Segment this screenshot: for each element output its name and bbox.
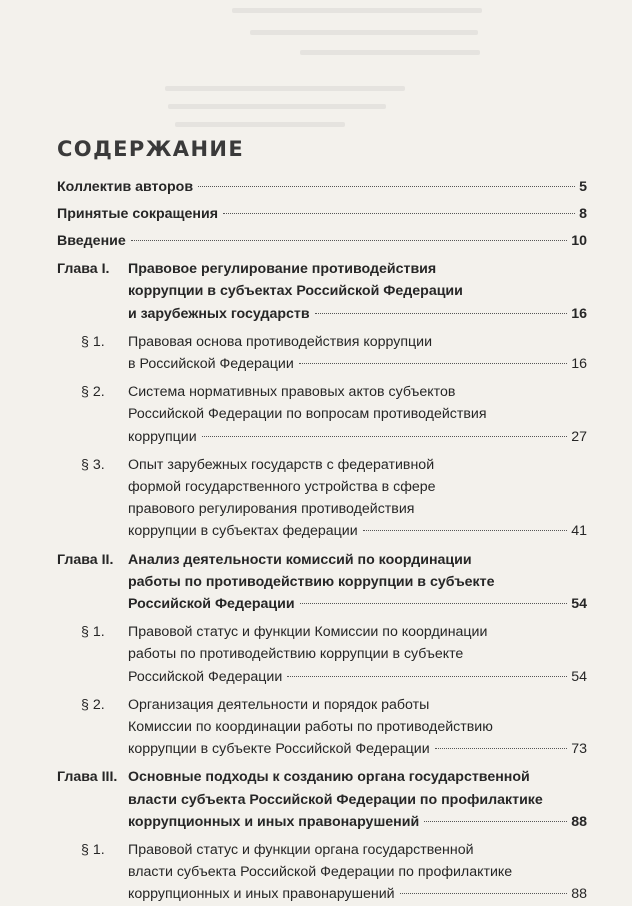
- section-title-line: правового регулирования противодействия: [128, 501, 415, 518]
- bleed-through-text: [0, 0, 632, 140]
- toc-section-1-3[interactable]: [81, 454, 587, 543]
- toc-page-number: 5: [579, 179, 587, 195]
- toc-page-number: 54: [571, 668, 587, 685]
- chapter-title-line: Правовое регулирование противодействия: [128, 261, 437, 278]
- toc-chapter-1[interactable]: [57, 258, 587, 325]
- section-title-line: коррупции: [128, 428, 197, 445]
- toc-page-number: 88: [571, 813, 587, 830]
- section-title-line: коррупционных и иных правонарушений: [128, 886, 395, 903]
- toc-section-2-1[interactable]: [81, 621, 587, 688]
- table-of-contents: [57, 176, 587, 906]
- section-label: § 3.: [81, 456, 105, 473]
- section-title-line: коррупции в субъекте Российской Федерации: [128, 741, 430, 758]
- section-title-line: формой государственного устройства в сфере: [128, 479, 436, 496]
- dot-leader: [400, 893, 568, 894]
- section-title-line: Организация деятельности и порядок работы: [128, 696, 430, 713]
- section-label: § 1.: [81, 842, 105, 859]
- section-label: § 2.: [81, 696, 105, 713]
- chapter-title-line: коррупции в субъектах Российской Федерации: [128, 283, 463, 300]
- toc-page-number: 10: [571, 233, 587, 249]
- section-title-line: Правовая основа противодействия коррупции: [128, 333, 432, 350]
- dot-leader: [131, 240, 567, 241]
- section-label: § 1.: [81, 333, 105, 350]
- section-label: § 2.: [81, 384, 105, 401]
- section-title-line: Российской Федерации по вопросам противодействия: [128, 406, 487, 423]
- chapter-title-line: Российской Федерации: [128, 596, 295, 613]
- dot-leader: [287, 676, 567, 677]
- toc-page-number: 41: [571, 523, 587, 540]
- chapter-label: Глава I.: [57, 261, 110, 278]
- toc-entry-abbreviations[interactable]: [57, 203, 587, 225]
- dot-leader: [424, 821, 567, 822]
- toc-entry-title: Коллектив авторов: [57, 179, 194, 195]
- chapter-title-line: Анализ деятельности комиссий по координации: [128, 551, 472, 568]
- dot-leader: [223, 213, 575, 214]
- section-title-line: власти субъекта Российской Федерации по профилактике: [128, 864, 513, 881]
- toc-entry-introduction[interactable]: [57, 230, 587, 252]
- section-label: § 1.: [81, 624, 105, 641]
- dot-leader: [198, 186, 575, 187]
- toc-entry-authors[interactable]: [57, 176, 587, 198]
- toc-page-number: 27: [571, 428, 587, 445]
- chapter-title-line: работы по противодействию коррупции в субъекте: [128, 573, 495, 590]
- chapter-label: Глава III.: [57, 769, 118, 786]
- dot-leader: [315, 313, 568, 314]
- section-title-line: Российской Федерации: [128, 668, 283, 685]
- toc-chapter-3[interactable]: [57, 766, 587, 833]
- dot-leader: [435, 748, 568, 749]
- toc-page-number: 73: [571, 741, 587, 758]
- toc-section-3-1[interactable]: [81, 839, 587, 906]
- chapter-title-line: коррупционных и иных правонарушений: [128, 813, 420, 830]
- section-title-line: Правовой статус и функции Комиссии по координации: [128, 624, 488, 641]
- toc-page-number: 16: [571, 305, 587, 322]
- toc-page-number: 88: [571, 886, 587, 903]
- dot-leader: [300, 603, 568, 604]
- section-title-line: Комиссии по координации работы по противодействию: [128, 719, 493, 736]
- toc-entry-title: Введение: [57, 233, 126, 249]
- chapter-label: Глава II.: [57, 551, 114, 568]
- section-title-line: работы по противодействию коррупции в субъекте: [128, 646, 464, 663]
- section-title-line: Система нормативных правовых актов субъектов: [128, 384, 456, 401]
- toc-page-number: 54: [571, 596, 587, 613]
- section-title-line: Правовой статус и функции органа государственной: [128, 842, 474, 859]
- section-title-line: коррупции в субъектах федерации: [128, 523, 358, 540]
- toc-section-2-2[interactable]: [81, 694, 587, 761]
- page-title: СОДЕРЖАНИЕ: [57, 137, 245, 161]
- section-title-line: в Российской Федерации: [128, 356, 294, 373]
- chapter-title-line: власти субъекта Российской Федерации по профилактике: [128, 791, 543, 808]
- section-title-line: Опыт зарубежных государств с федеративной: [128, 456, 435, 473]
- dot-leader: [299, 363, 567, 364]
- toc-entry-title: Принятые сокращения: [57, 206, 218, 222]
- chapter-title-line: и зарубежных государств: [128, 305, 310, 322]
- chapter-title-line: Основные подходы к созданию органа государственной: [128, 769, 530, 786]
- dot-leader: [202, 436, 568, 437]
- toc-section-1-2[interactable]: [81, 381, 587, 448]
- dot-leader: [363, 530, 568, 531]
- toc-chapter-2[interactable]: [57, 549, 587, 616]
- toc-page-number: 8: [579, 206, 587, 222]
- toc-page-number: 16: [571, 356, 587, 373]
- toc-section-1-1[interactable]: [81, 331, 587, 375]
